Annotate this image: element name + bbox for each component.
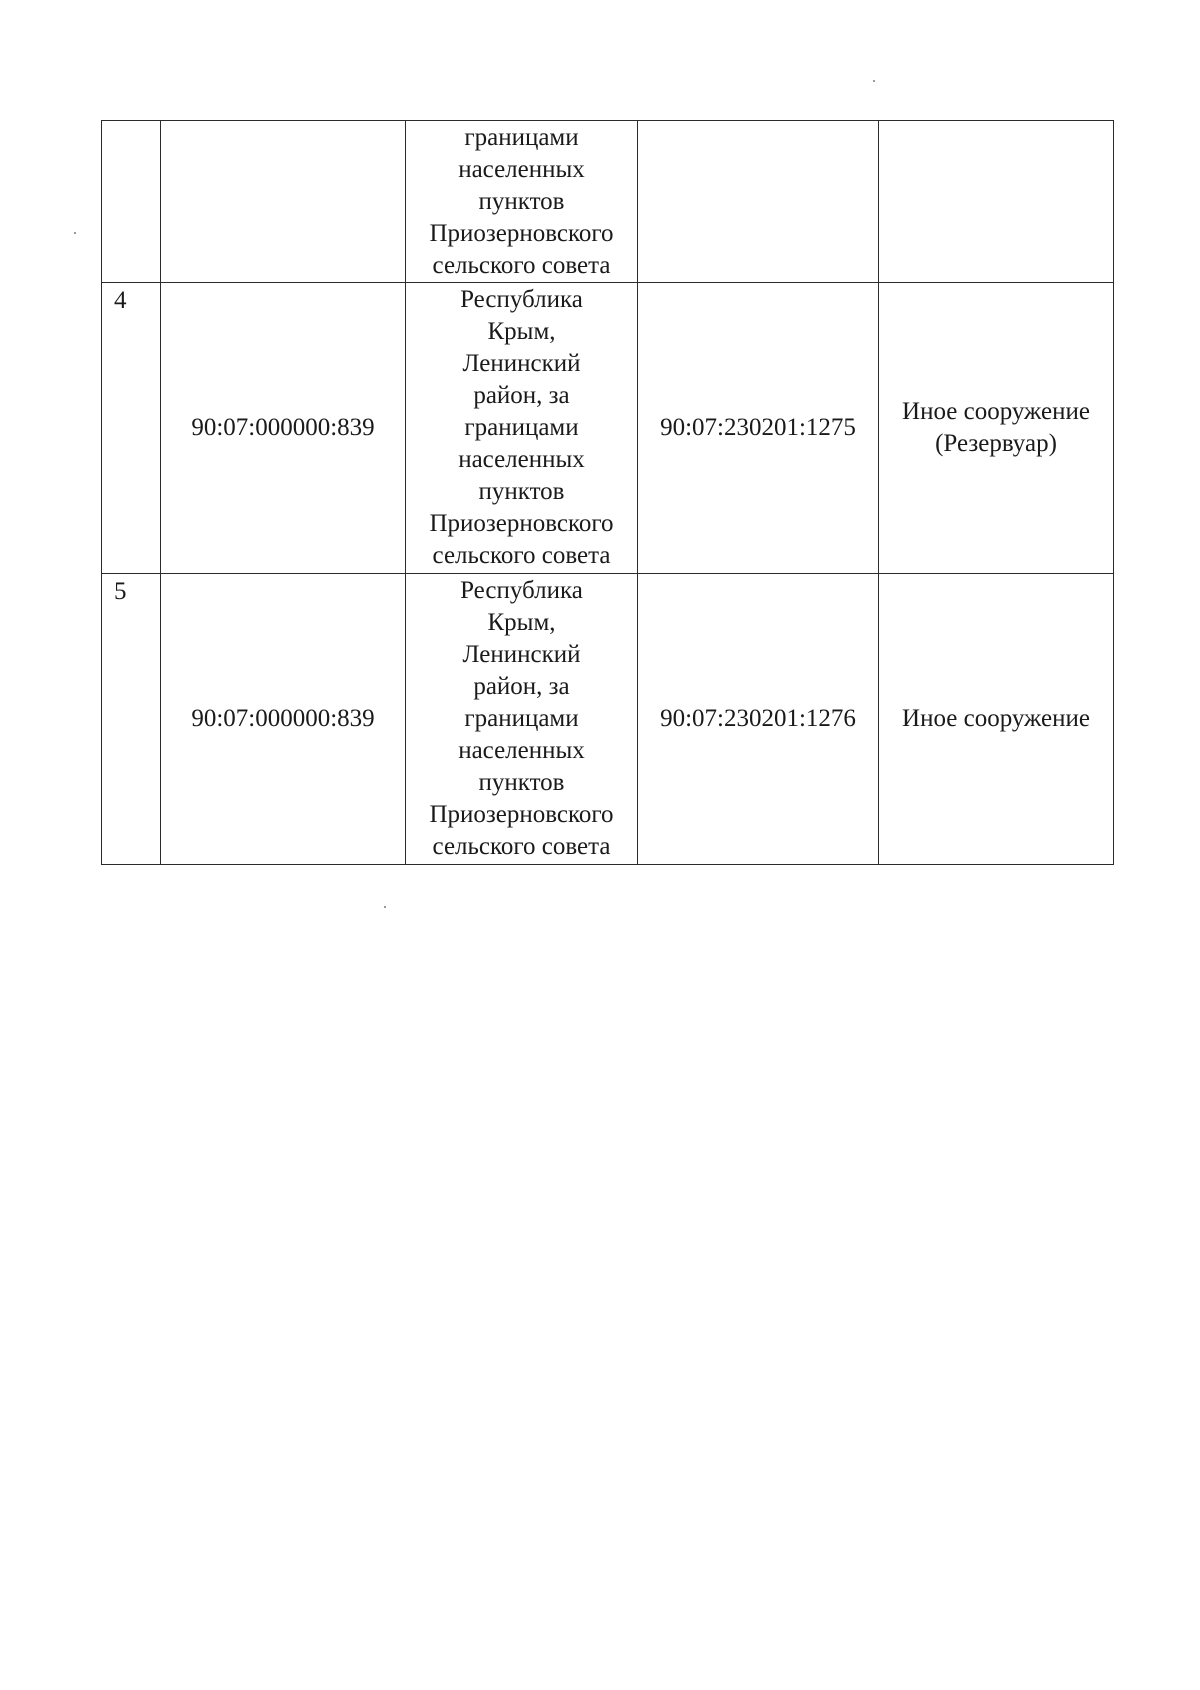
address-line: пунктов <box>478 187 565 215</box>
address-line: Крым, <box>487 609 556 636</box>
address-line: Приозерновского <box>429 510 614 537</box>
object-type-line: (Резервуар) <box>935 430 1057 457</box>
address-line: населенных <box>458 446 585 473</box>
object-type-line: Иное сооружение <box>902 398 1090 425</box>
address-line: границами <box>464 414 579 441</box>
object-type-cell <box>879 121 1114 283</box>
address-line: границами <box>464 705 579 732</box>
address-line: пунктов <box>478 769 565 796</box>
object-cadastral-number-cell: 90:07:230201:1276 <box>638 574 879 865</box>
row-number-cell: 4 <box>102 283 161 574</box>
row-number-cell: 5 <box>102 574 161 865</box>
table-row <box>102 121 1114 283</box>
land-cadastral-number-cell: 90:07:000000:839 <box>161 574 406 865</box>
address-line: Приозерновского <box>429 801 614 828</box>
object-cadastral-number-cell <box>638 121 879 283</box>
object-type-cell <box>879 574 1114 865</box>
land-cadastral-number-cell: 90:07:000000:839 <box>161 283 406 574</box>
table-row <box>102 283 1114 574</box>
address-line: сельского совета <box>432 542 611 569</box>
address-line: сельского совета <box>432 251 611 279</box>
address-line: Приозерновского <box>429 219 614 247</box>
address-line: Крым, <box>487 318 556 345</box>
address-line: сельского совета <box>432 833 611 860</box>
address-cell <box>406 121 638 283</box>
address-cell <box>406 283 638 574</box>
address-line: границами <box>464 123 579 151</box>
address-line: район, за <box>473 673 570 700</box>
property-table <box>101 120 1114 865</box>
address-line: населенных <box>458 155 585 183</box>
land-cadastral-number-cell <box>161 121 406 283</box>
address-line: Ленинский <box>462 641 581 668</box>
scan-speck <box>384 906 386 908</box>
address-line: Республика <box>460 577 583 604</box>
object-type-cell <box>879 283 1114 574</box>
address-cell <box>406 574 638 865</box>
scan-speck <box>873 80 875 82</box>
address-line: Республика <box>460 286 583 313</box>
object-cadastral-number-cell: 90:07:230201:1275 <box>638 283 879 574</box>
address-line: пунктов <box>478 478 565 505</box>
address-line: населенных <box>458 737 585 764</box>
address-line: Ленинский <box>462 350 581 377</box>
address-line: район, за <box>473 382 570 409</box>
table-row <box>102 574 1114 865</box>
scan-speck <box>74 232 76 234</box>
object-type-line: Иное сооружение <box>902 705 1090 732</box>
row-number-cell <box>102 121 161 283</box>
